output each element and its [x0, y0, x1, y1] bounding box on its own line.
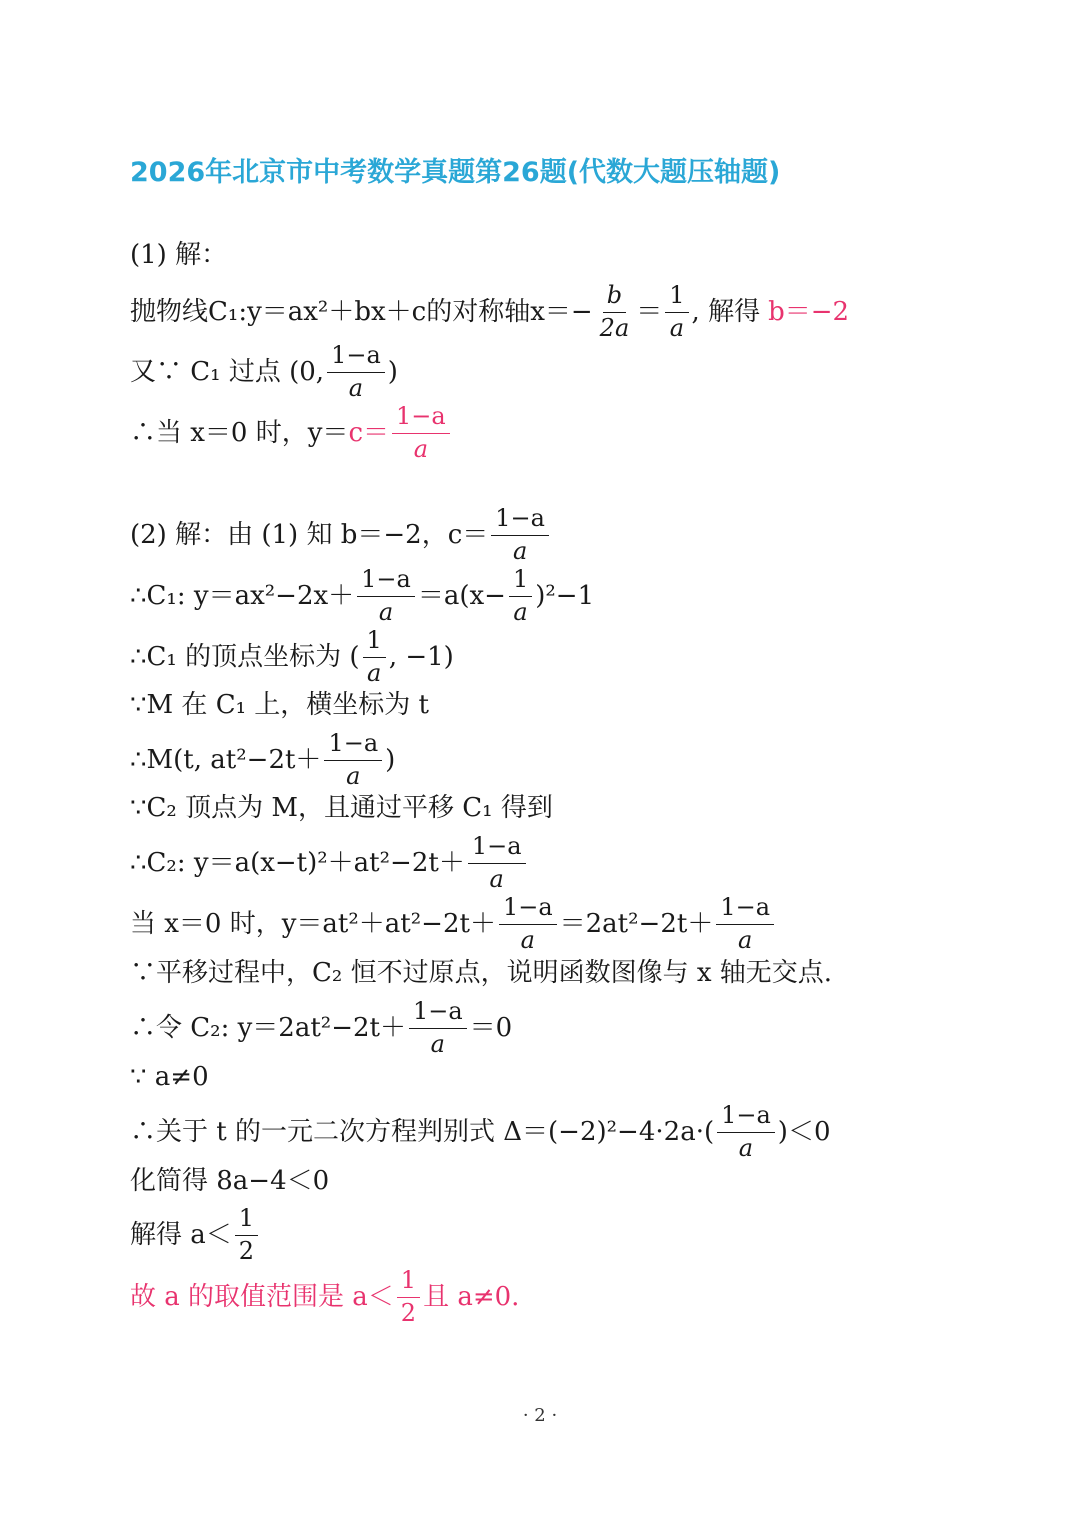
p2-l11-text: ∵ a≠0	[130, 1062, 209, 1092]
frac-num: b	[603, 282, 626, 313]
frac-num: 1−a	[324, 730, 382, 761]
frac-num: 1−a	[392, 403, 450, 434]
p2-l2-mid: ＝a(x−	[417, 581, 506, 612]
part1-header	[130, 242, 227, 268]
frac-den: a	[430, 1029, 445, 1058]
p2-l15-text: 故 a 的取值范围是 a＜	[130, 1282, 394, 1313]
frac-den: a	[738, 925, 753, 954]
part2-line2	[130, 566, 594, 626]
frac-num: 1−a	[491, 505, 549, 536]
p2-l2-text: ∴C₁: y＝ax²−2x＋	[130, 581, 355, 612]
frac-num: 1−a	[499, 894, 557, 925]
page-title: 2026年北京市中考数学真题第26题(代数大题压轴题)	[130, 157, 781, 188]
p2-l15-tail: 且 a≠0.	[423, 1282, 520, 1313]
p1-l2-tail: )	[387, 357, 398, 388]
fraction	[491, 505, 549, 565]
fraction	[716, 894, 774, 954]
part1-line2	[130, 342, 398, 402]
part2-line14	[130, 1205, 261, 1265]
fraction	[357, 566, 415, 626]
part2-line11	[130, 1064, 209, 1090]
p2-l3-text: ∴C₁ 的顶点坐标为 (	[130, 642, 360, 673]
part2-line4	[130, 692, 429, 718]
p2-l8-mid: ＝2at²−2t＋	[559, 909, 714, 940]
page-number: · 2 ·	[522, 1405, 558, 1426]
p2-l8-text: 当 x＝0 时，y＝at²＋at²−2t＋	[130, 909, 496, 940]
frac-den: a	[348, 373, 364, 402]
p1-l1-eq: ＝	[636, 297, 663, 328]
frac-den: a	[489, 864, 504, 893]
part2-line7	[130, 833, 529, 893]
frac-den: a	[738, 1133, 754, 1162]
part2-line6	[130, 795, 553, 821]
p2-l13-text: 化简得 8a−4＜0	[130, 1166, 330, 1196]
frac-num: 1	[509, 566, 532, 597]
frac-den: a	[413, 434, 428, 463]
frac-den: 2	[400, 1298, 417, 1327]
frac-num: 1	[235, 1205, 258, 1236]
part2-line8	[130, 894, 777, 954]
fraction	[363, 627, 386, 687]
p2-l5-text: ∴M(t, at²−2t＋	[130, 745, 322, 776]
part2-line1	[130, 505, 552, 565]
answer-b: b＝−2	[768, 297, 850, 328]
fraction	[596, 282, 634, 342]
p1-l1-text: 抛物线C₁:y＝ax²＋bx＋c的对称轴x＝−	[130, 297, 593, 328]
fraction	[235, 1205, 258, 1265]
fraction	[324, 730, 382, 790]
frac-num: 1−a	[716, 894, 774, 925]
frac-num: 1−a	[717, 1102, 775, 1133]
fraction	[327, 342, 385, 402]
frac-den: 2a	[599, 313, 630, 342]
p1-l3-text: ∴当 x＝0 时，y＝	[130, 418, 349, 449]
fraction	[509, 566, 532, 626]
frac-den: a	[520, 925, 535, 954]
part2-line5	[130, 730, 395, 790]
p2-l14-text: 解得 a＜	[130, 1220, 232, 1251]
frac-num: 1	[665, 282, 688, 313]
frac-den: a	[346, 761, 361, 790]
fraction	[392, 403, 450, 463]
frac-num: 1−a	[327, 342, 385, 373]
p2-l12-text: ∴关于 t 的一元二次方程判别式 Δ＝(−2)²−4·2a·(	[130, 1117, 715, 1148]
frac-num: 1−a	[468, 833, 526, 864]
part2-conclusion	[130, 1267, 519, 1327]
p2-l5-tail: )	[385, 745, 396, 776]
fraction	[409, 998, 467, 1058]
frac-num: 1−a	[357, 566, 415, 597]
frac-den: a	[669, 313, 685, 342]
frac-den: a	[367, 658, 382, 687]
answer-c: c＝	[348, 418, 389, 449]
p2-l9-text: ∵平移过程中，C₂ 恒不过原点，说明函数图像与 x 轴无交点.	[130, 958, 833, 988]
p2-l12-tail: )＜0	[777, 1117, 831, 1148]
part2-line10	[130, 998, 512, 1058]
part1-line3	[130, 403, 453, 463]
p2-l2-tail: )²−1	[535, 581, 595, 612]
fraction	[468, 833, 526, 893]
part1-header-text: (1) 解：	[130, 240, 228, 270]
part2-line9	[130, 960, 832, 986]
part1-line1	[130, 282, 849, 342]
frac-num: 1−a	[409, 998, 467, 1029]
frac-den: 2	[238, 1236, 255, 1265]
p2-l1-text: (2) 解：由 (1) 知 b＝−2，c＝	[130, 520, 489, 551]
p1-l1-tail: , 解得	[691, 297, 761, 328]
fraction	[499, 894, 557, 954]
frac-num: 1	[363, 627, 386, 658]
p2-l10-text: ∴令 C₂: y＝2at²−2t＋	[130, 1013, 406, 1044]
p2-l6-text: ∵C₂ 顶点为 M，且通过平移 C₁ 得到	[130, 793, 553, 823]
fraction	[717, 1102, 775, 1162]
p2-l4-text: ∵M 在 C₁ 上，横坐标为 t	[130, 690, 429, 720]
frac-den: a	[378, 597, 394, 626]
frac-den: a	[512, 536, 528, 565]
fraction	[397, 1267, 420, 1327]
p2-l10-tail: ＝0	[469, 1013, 513, 1044]
frac-num: 1	[397, 1267, 420, 1298]
fraction	[665, 282, 688, 342]
p2-l3-tail: , −1)	[388, 642, 454, 673]
part2-line3	[130, 627, 454, 687]
part2-line13	[130, 1168, 329, 1194]
frac-den: a	[513, 597, 528, 626]
p1-l2-text: 又∵ C₁ 过点 (0,	[130, 357, 325, 388]
p2-l7-text: ∴C₂: y＝a(x−t)²＋at²−2t＋	[130, 848, 465, 879]
part2-line12	[130, 1102, 830, 1162]
